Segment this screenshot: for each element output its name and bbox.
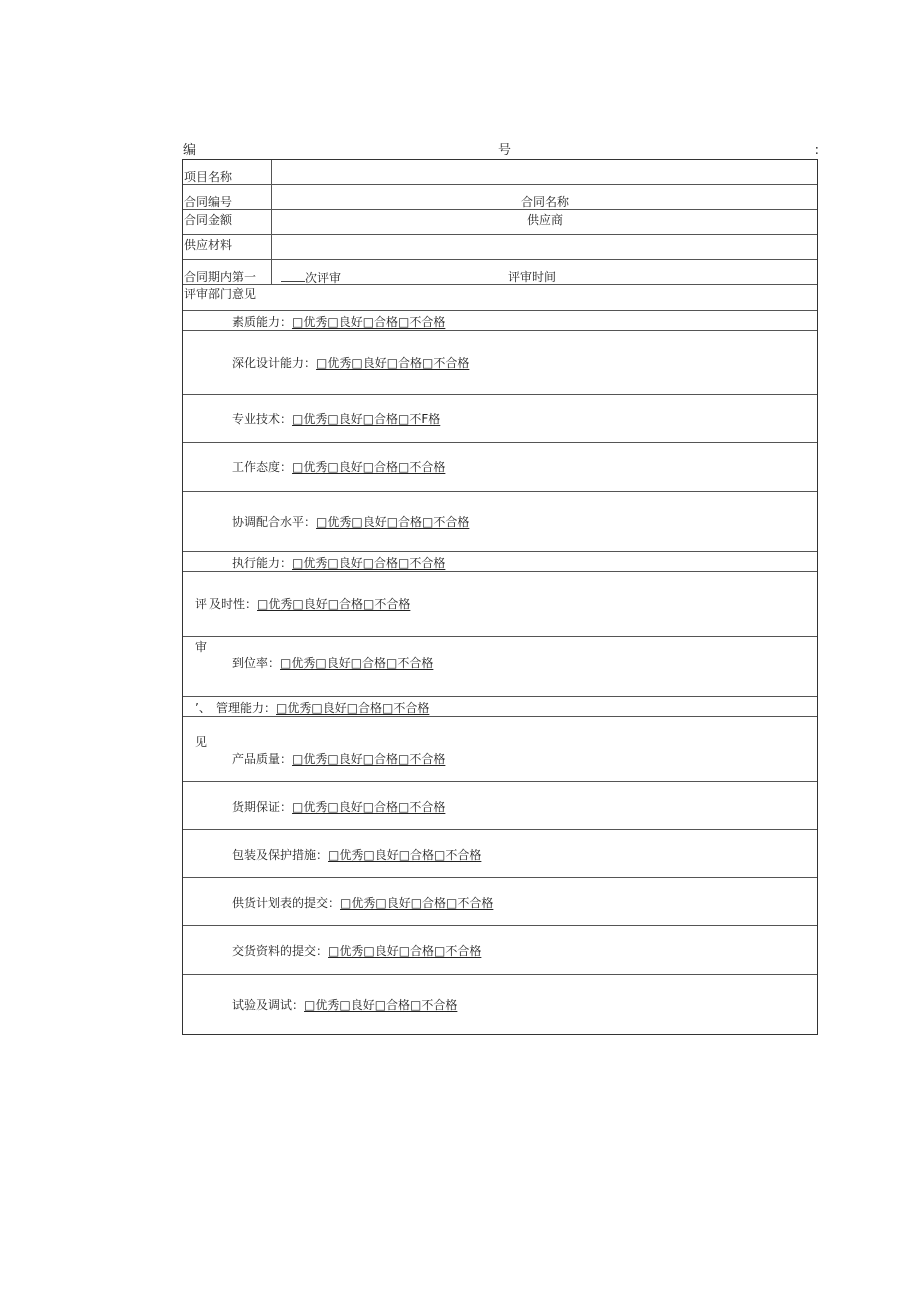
rating-options[interactable]: □优秀□良好□合格□不合格 [316,515,470,529]
criteria-label: 执行能力： [232,556,293,570]
review-form-table [182,159,818,1035]
header-bian: 编 [183,143,197,158]
criteria-label: 供货计划表的提交： [232,896,341,910]
rating-options[interactable]: □优秀□良好□合格□不合格 [257,597,411,611]
supply-material-field[interactable] [273,235,815,259]
criteria-label: 工作态度： [232,460,293,474]
criteria-label: 及时性： [209,597,258,611]
contract-name-field[interactable] [583,185,815,209]
criteria-label: 到位率： [232,656,281,670]
criteria-row [183,395,817,443]
criteria-label: 货期保证： [232,800,293,814]
rating-options[interactable]: □优秀□良好□合格□不合格 [328,944,482,958]
row-dept-opinion [183,285,817,311]
criteria-row [183,697,817,717]
review-time-field[interactable] [573,260,815,284]
criteria-row [183,926,817,975]
criteria-label: 交货资料的提交： [232,944,329,958]
header-colon: : [814,143,819,158]
row-contract-amount [183,210,817,235]
label-contract-no: 合同编号 [184,195,233,209]
header-hao: 号 [498,143,512,158]
criteria-label: 产品质量： [232,752,293,766]
column-divider [271,260,272,284]
document-number-header [183,143,819,159]
row-review-period [183,260,817,285]
rating-options[interactable]: □优秀□良好□合格□不合格 [276,701,430,715]
rating-options[interactable]: □优秀□良好□合格□不合格 [292,460,446,474]
column-divider [271,185,272,209]
column-divider [271,235,272,259]
review-count-blank[interactable] [281,270,305,282]
rating-options[interactable]: □优秀□良好□合格□不合格 [292,752,446,766]
label-review-time: 评审时间 [508,270,557,284]
label-contract-amount: 合同金额 [184,213,233,227]
label-dept-opinion: 评审部门意见 [184,287,257,301]
label-project-name: 项目名称 [184,170,233,184]
project-name-field[interactable] [273,160,815,184]
criteria-row [183,331,817,395]
contract-no-field[interactable] [273,185,513,209]
review-count-group [273,270,341,285]
rating-options[interactable]: □优秀□良好□合格□不合格 [292,556,446,570]
criteria-row [183,572,817,637]
criteria-row [183,975,817,1034]
criteria-row [183,443,817,492]
side-label-mark: ’、 [195,701,211,715]
criteria-row [183,878,817,926]
rating-options[interactable]: □优秀□良好□合格□不合格 [292,315,446,329]
column-divider [271,160,272,184]
label-review-times: 次评审 [305,271,342,285]
criteria-label: 协调配合水平： [232,515,317,529]
rating-options[interactable]: □优秀□良好□合格□不合格 [304,998,458,1012]
row-supply-material [183,235,817,260]
label-contract-name: 合同名称 [521,195,570,209]
criteria-row [183,311,817,331]
side-label-shen: 审 [195,640,208,654]
row-project-name [183,160,817,185]
criteria-row [183,717,817,782]
criteria-row [183,552,817,572]
criteria-row [183,637,817,697]
rating-options[interactable]: □优秀□良好□合格□不合格 [292,800,446,814]
contract-amount-field[interactable] [273,210,523,234]
side-label-ping: 评 [195,597,208,611]
label-supply-material: 供应材料 [184,238,233,252]
label-supplier: 供应商 [527,213,564,227]
criteria-row [183,492,817,552]
rating-options[interactable]: □优秀□良好□合格□不F格 [292,412,441,426]
criteria-label: 素质能力： [232,315,293,329]
rating-options[interactable]: □优秀□良好□合格□不合格 [340,896,494,910]
rating-options[interactable]: □优秀□良好□合格□不合格 [316,356,470,370]
label-period-review: 合同期内第一 [184,270,257,284]
criteria-label: 管理能力： [216,701,277,715]
criteria-label: 深化设计能力： [232,356,317,370]
rating-options[interactable]: □优秀□良好□合格□不合格 [280,656,434,670]
criteria-label: 包装及保护措施： [232,848,329,862]
criteria-row [183,782,817,830]
criteria-label: 试验及调试： [232,998,305,1012]
side-label-jian: 见 [195,735,208,749]
supplier-field[interactable] [575,210,815,234]
criteria-row [183,830,817,878]
column-divider [271,210,272,234]
criteria-label: 专业技术： [232,412,293,426]
rating-options[interactable]: □优秀□良好□合格□不合格 [328,848,482,862]
row-contract-no [183,185,817,210]
